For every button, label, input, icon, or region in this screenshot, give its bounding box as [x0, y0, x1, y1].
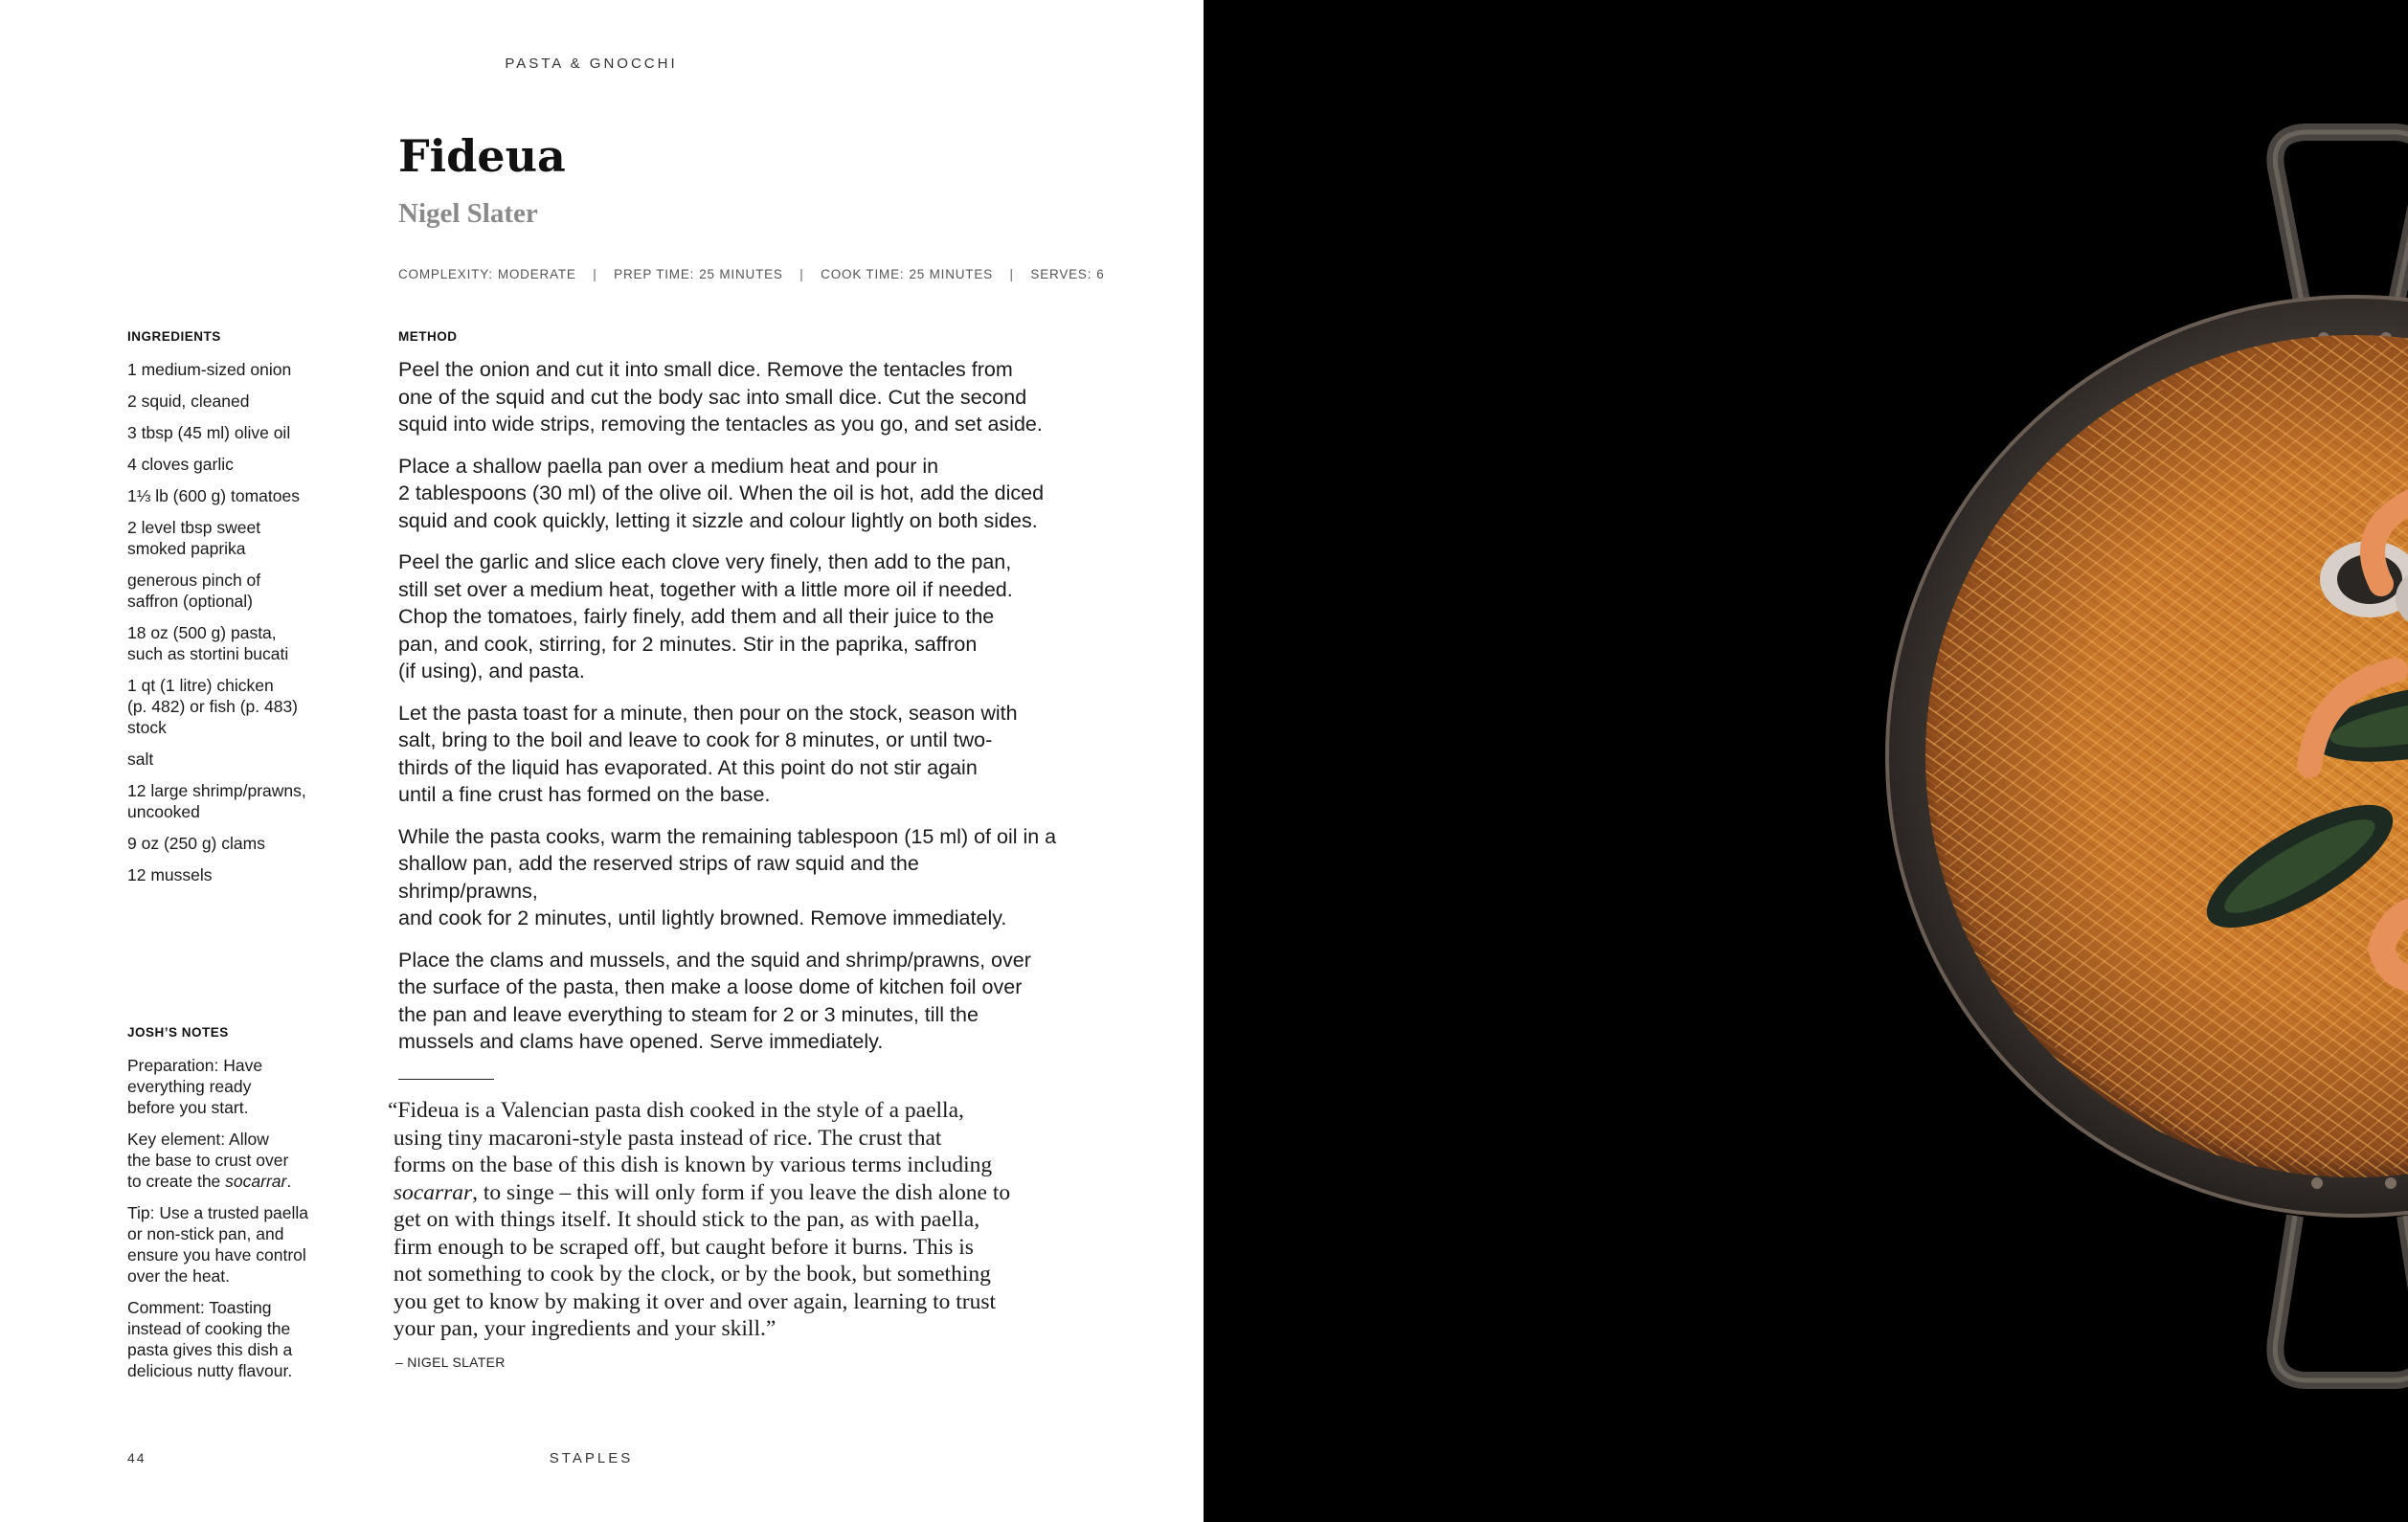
ingredient-line: uncooked [127, 802, 200, 821]
method-line: squid into wide strips, removing the tentacles as you go, and set aside. [398, 413, 1043, 436]
method-line: the surface of the pasta, then make a loose dome of kitchen foil over [398, 975, 1023, 998]
pull-quote [388, 1097, 1063, 1343]
quote-line: your pan, your ingredients and your skill.” [388, 1316, 776, 1341]
meta-separator: | [593, 267, 597, 281]
ingredient-line: 2 squid, cleaned [127, 392, 250, 411]
note-line: instead of cooking the [127, 1319, 291, 1338]
method-heading: METHOD [398, 329, 458, 344]
method-line: Peel the onion and cut it into small dice. Remove the tentacles from [398, 358, 1013, 381]
recipe-title: Fideua [398, 130, 566, 182]
serves-label: SERVES: [1030, 267, 1092, 281]
complexity-label: COMPLEXITY: [398, 267, 493, 281]
ingredient-line: smoked paprika [127, 539, 246, 558]
method-line: Chop the tomatoes, fairly finely, add them and all their juice to the [398, 605, 995, 628]
quote-line: using tiny macaroni-style pasta instead of rice. The crust that [388, 1125, 942, 1151]
method-line: squid and cook quickly, letting it sizzle and colour lightly on both sides. [398, 508, 1038, 532]
recipe-meta [398, 267, 1105, 281]
ingredient-item [127, 422, 338, 443]
quote-line: firm enough to be scraped off, but caught before it burns. This is [388, 1234, 974, 1260]
note-line: Key element: Allow [127, 1130, 269, 1149]
note-item [127, 1202, 338, 1287]
method-step [398, 823, 1059, 932]
note-line: to create the socarrar. [127, 1172, 292, 1191]
note-item [127, 1297, 338, 1381]
method-line: Peel the garlic and slice each clove very finely, then add to the pan, [398, 550, 1012, 573]
ingredient-item [127, 454, 338, 475]
ingredient-line: 1 medium-sized onion [127, 360, 292, 379]
quote-line: not something to cook by the clock, or by the book, but something [388, 1262, 991, 1287]
ingredient-item [127, 833, 338, 854]
ingredient-line: 12 large shrimp/prawns, [127, 781, 306, 800]
note-line: before you start. [127, 1098, 249, 1117]
ingredient-item [127, 675, 338, 738]
method-line: salt, bring to the boil and leave to cook for 8 minutes, or until two- [398, 728, 993, 751]
meta-separator: | [799, 267, 804, 281]
running-head: PASTA & GNOCCHI [505, 56, 678, 72]
method-line: thirds of the liquid has evaporated. At this point do not stir again [398, 755, 978, 779]
note-line: Preparation: Have [127, 1056, 263, 1075]
page-number: 44 [127, 1450, 146, 1466]
note-line: Tip: Use a trusted paella [127, 1203, 309, 1222]
method-line: and cook for 2 minutes, until lightly browned. Remove immediately. [398, 906, 1007, 929]
ingredient-line: stock [127, 718, 167, 737]
method-line: still set over a medium heat, together with a little more oil if needed. [398, 577, 1013, 601]
ingredient-line: 12 mussels [127, 865, 213, 884]
meta-separator: | [1009, 267, 1014, 281]
ingredient-item [127, 517, 338, 559]
note-line: delicious nutty flavour. [127, 1361, 293, 1380]
method-line: While the pasta cooks, warm the remaining tablespoon (15 ml) of oil in a [398, 824, 1057, 848]
note-line: pasta gives this dish a [127, 1340, 293, 1359]
ingredient-line: generous pinch of [127, 571, 261, 590]
method-line: the pan and leave everything to steam for 2 or 3 minutes, till the [398, 1002, 979, 1026]
method-line: 2 tablespoons (30 ml) of the olive oil. When the oil is hot, add the diced [398, 481, 1045, 504]
complexity-value: MODERATE [497, 267, 576, 281]
ingredient-line: 1 qt (1 litre) chicken [127, 676, 274, 695]
note-line: over the heat. [127, 1266, 231, 1286]
ingredient-item [127, 749, 338, 770]
cook-time-value: 25 MINUTES [909, 267, 993, 281]
ingredient-item [127, 864, 338, 885]
paella-pan-icon [1204, 0, 2408, 1522]
cook-time-label: COOK TIME: [821, 267, 905, 281]
quote-line: “Fideua is a Valencian pasta dish cooked in the style of a paella, [388, 1098, 964, 1123]
ingredient-item [127, 391, 338, 412]
photo-page [1204, 0, 2408, 1522]
ingredient-item [127, 780, 338, 822]
quote-line: socarrar, to singe – this will only form if you leave the dish alone to [393, 1179, 1011, 1205]
method-line: Place the clams and mussels, and the squid and shrimp/prawns, over [398, 948, 1031, 972]
ingredient-item [127, 570, 338, 612]
quote-divider [398, 1079, 494, 1080]
ingredient-line: 4 cloves garlic [127, 455, 234, 474]
ingredients-list [127, 359, 338, 896]
method-step [398, 453, 1059, 535]
ingredient-line: 9 oz (250 g) clams [127, 834, 265, 853]
method-line: pan, and cook, stirring, for 2 minutes. Stir in the paprika, saffron [398, 632, 978, 656]
method-line: one of the squid and cut the body sac into small dice. Cut the second [398, 385, 1027, 409]
ingredient-line: salt [127, 750, 154, 769]
ingredient-line: 18 oz (500 g) pasta, [127, 623, 277, 642]
method-line: Place a shallow paella pan over a medium heat and pour in [398, 454, 939, 478]
prep-time-value: 25 MINUTES [699, 267, 783, 281]
method-line: Let the pasta toast for a minute, then pour on the stock, season with [398, 701, 1018, 725]
notes-heading: JOSH’S NOTES [127, 1025, 229, 1040]
note-line: the base to crust over [127, 1151, 289, 1170]
ingredient-line: 3 tbsp (45 ml) olive oil [127, 423, 291, 442]
note-item [127, 1129, 338, 1192]
ingredient-line: (p. 482) or fish (p. 483) [127, 697, 298, 716]
method-step [398, 548, 1059, 685]
ingredient-line: saffron (optional) [127, 592, 254, 611]
note-line: Comment: Toasting [127, 1298, 272, 1317]
quote-attribution: – NIGEL SLATER [395, 1354, 506, 1370]
footer-book-title: STAPLES [549, 1450, 634, 1466]
note-line: or non-stick pan, and [127, 1224, 284, 1243]
method-step [398, 700, 1059, 809]
ingredient-item [127, 359, 338, 380]
note-line: ensure you have control [127, 1245, 306, 1265]
note-line: everything ready [127, 1077, 252, 1096]
prep-time-label: PREP TIME: [614, 267, 695, 281]
method-line: until a fine crust has formed on the base. [398, 783, 771, 806]
ingredient-item [127, 622, 338, 664]
recipe-author: Nigel Slater [398, 198, 538, 229]
note-item [127, 1055, 338, 1118]
method-line: mussels and clams have opened. Serve immediately. [398, 1030, 884, 1053]
quote-line: get on with things itself. It should stick to the pan, as with paella, [388, 1207, 980, 1232]
ingredients-heading: INGREDIENTS [127, 329, 221, 344]
method-step [398, 947, 1059, 1056]
quote-line: you get to know by making it over and over again, learning to trust [388, 1288, 997, 1314]
ingredient-line: 2 level tbsp sweet [127, 518, 261, 537]
method-line: (if using), and pasta. [398, 660, 585, 683]
ingredient-line: such as stortini bucati [127, 644, 289, 663]
serves-value: 6 [1096, 267, 1105, 281]
ingredient-line: 1⅓ lb (600 g) tomatoes [127, 486, 300, 505]
method-step [398, 356, 1059, 438]
quote-line: forms on the base of this dish is known by various terms including [388, 1153, 993, 1177]
method-body [398, 356, 1059, 1070]
ingredient-item [127, 485, 338, 506]
notes-list [127, 1055, 338, 1392]
method-line: shallow pan, add the reserved strips of raw squid and the shrimp/prawns, [398, 852, 919, 903]
